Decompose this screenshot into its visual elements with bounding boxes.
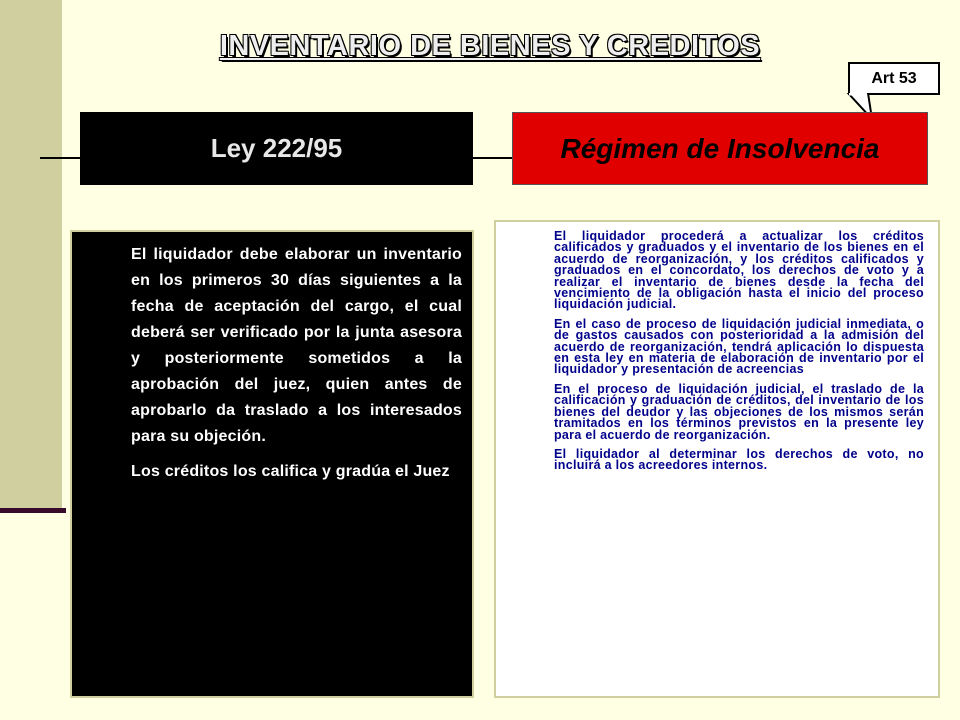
right-paragraph: El liquidador al determinar los derechos de voto, no incluirá a los acreedores internos. [554, 446, 924, 473]
right-paragraph: En el caso de proceso de liquidación judicial inmediata, o de gastos causados con posterioridad a la admisión del acuerdo de reorganización, tendrá aplicación lo dispuesta en esta ley en materia de elaboración de inventario por el liquidador y presentación de acreencias [554, 316, 924, 377]
side-decoration-bar [0, 0, 62, 510]
right-paragraph: El liquidador procederá a actualizar los créditos calificados y graduados y el inventario de los bienes en el acuerdo de reorganización, y los créditos calificados y graduados en el concordato, los derechos de voto y a realizar el inventario de bienes desde la fecha del vencimiento de la obligación hasta el inicio del proceso liquidación judicial. [554, 229, 924, 312]
left-paragraph: Los créditos los califica y gradúa el Juez [131, 463, 450, 480]
right-panel [494, 220, 940, 698]
side-decoration-line [0, 508, 66, 513]
left-heading: Ley 222/95 [80, 112, 473, 185]
connector-line-middle [472, 157, 514, 159]
slide-title: INVENTARIO DE BIENES Y CREDITOS [219, 30, 761, 62]
right-paragraph: En el proceso de liquidación judicial, el traslado de la calificación y graduación de créditos, del inventario de los bienes del deudor y las objeciones de los mismos serán tramitados en los términos previstos en la presente ley para el acuerdo de reorganización. [554, 381, 924, 442]
left-paragraph: El liquidador debe elaborar un inventario en los primeros 30 días siguientes a la fecha de aceptación del cargo, el cual deberá ser verificado por la junta asesora y posteriormente sometidos a la aprobación del juez, quien antes de aprobarlo da traslado a los interesados para su objeción. [131, 246, 462, 445]
left-panel [70, 230, 474, 698]
right-heading: Régimen de Insolvencia [512, 112, 928, 185]
connector-line-left [40, 157, 82, 159]
article-callout: Art 53 [848, 62, 940, 95]
